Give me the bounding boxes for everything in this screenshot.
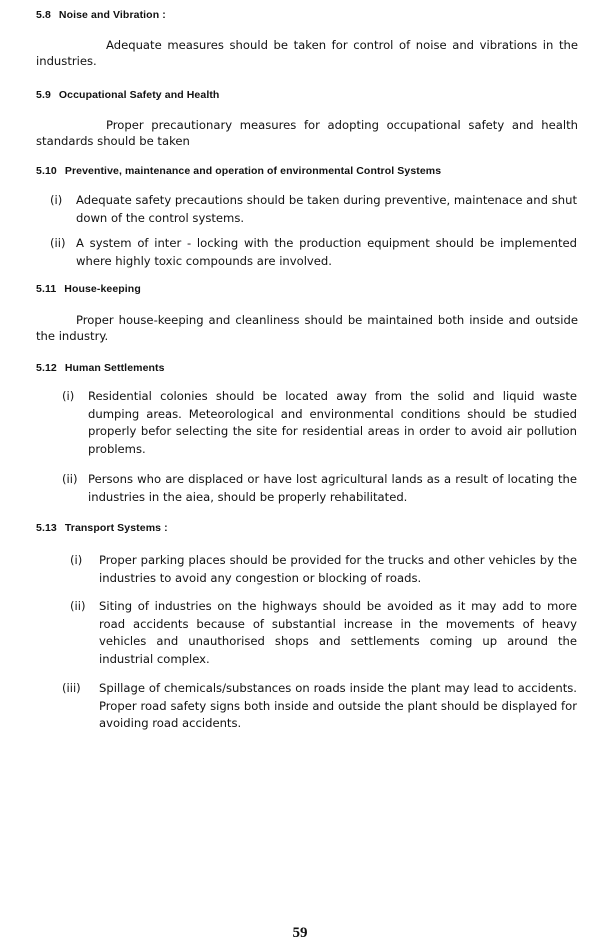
section-title: Human Settlements xyxy=(64,362,165,374)
list-marker: (ii) xyxy=(50,236,66,250)
section-heading-5-11 xyxy=(36,283,141,295)
section-number: 5.11 xyxy=(36,283,57,295)
section-heading-5-13 xyxy=(36,522,168,534)
list-marker: (ii) xyxy=(70,599,86,613)
list-item-text: Spillage of chemicals/substances on roads inside the plant may lead to accidents. Proper road safety signs both inside and outside the plant should be displayed for avoiding road accidents. xyxy=(99,681,577,730)
section-number: 5.10 xyxy=(36,165,57,177)
list-item-text: A system of inter - locking with the production equipment should be implemented where highly toxic compounds are involved. xyxy=(76,236,577,268)
section-heading-5-8 xyxy=(36,9,166,21)
section-number: 5.13 xyxy=(36,522,57,534)
section-title: Transport Systems : xyxy=(64,522,168,534)
list-marker: (i) xyxy=(50,193,63,207)
list-marker: (i) xyxy=(70,553,83,567)
section-number: 5.12 xyxy=(36,362,57,374)
list-marker: (ii) xyxy=(62,472,78,486)
section-paragraph-5-11: Proper house-keeping and cleanliness should be maintained both inside and outside the industry. xyxy=(36,313,578,344)
section-title: Noise and Vibration : xyxy=(58,9,166,21)
list-item xyxy=(62,388,577,458)
list-item xyxy=(50,192,577,227)
list-item xyxy=(62,680,577,733)
section-heading-5-9 xyxy=(36,89,219,101)
list-item xyxy=(50,235,577,270)
list-marker: (iii) xyxy=(62,681,81,695)
section-number: 5.9 xyxy=(36,89,51,101)
page-number: 59 xyxy=(292,925,308,941)
list-item-text: Residential colonies should be located away from the solid and liquid waste dumping areas. Meteorological and environmental conditions should be studied properly befor selecting the site for residential areas in order to avoid air pollution problems. xyxy=(88,389,577,456)
list-item-text: Proper parking places should be provided for the trucks and other vehicles by the industries to avoid any congestion or blocking of roads. xyxy=(99,553,577,585)
list-item xyxy=(70,552,577,587)
section-paragraph-5-9: Proper precautionary measures for adopting occupational safety and health standards should be taken xyxy=(36,118,578,149)
list-item xyxy=(62,471,577,506)
list-item-text: Adequate safety precautions should be taken during preventive, maintenace and shut down of the control systems. xyxy=(76,193,577,225)
section-title: House-keeping xyxy=(64,283,141,295)
list-item-text: Persons who are displaced or have lost agricultural lands as a result of locating the industries in the aiea, should be properly rehabilitated. xyxy=(88,472,577,504)
section-title: Occupational Safety and Health xyxy=(58,89,220,101)
section-number: 5.8 xyxy=(36,9,51,21)
list-item xyxy=(70,598,577,668)
section-title: Preventive, maintenance and operation of environmental Control Systems xyxy=(64,165,442,177)
section-heading-5-12 xyxy=(36,362,165,374)
section-heading-5-10 xyxy=(36,165,441,177)
list-marker: (i) xyxy=(62,389,75,403)
list-item-text: Siting of industries on the highways should be avoided as it may add to more road accidents because of substantial increase in the movements of heavy vehicles and unauthorised shops and settlements coming up around the industrial complex. xyxy=(99,599,577,666)
section-paragraph-5-8: Adequate measures should be taken for control of noise and vibrations in the industries. xyxy=(36,38,578,69)
